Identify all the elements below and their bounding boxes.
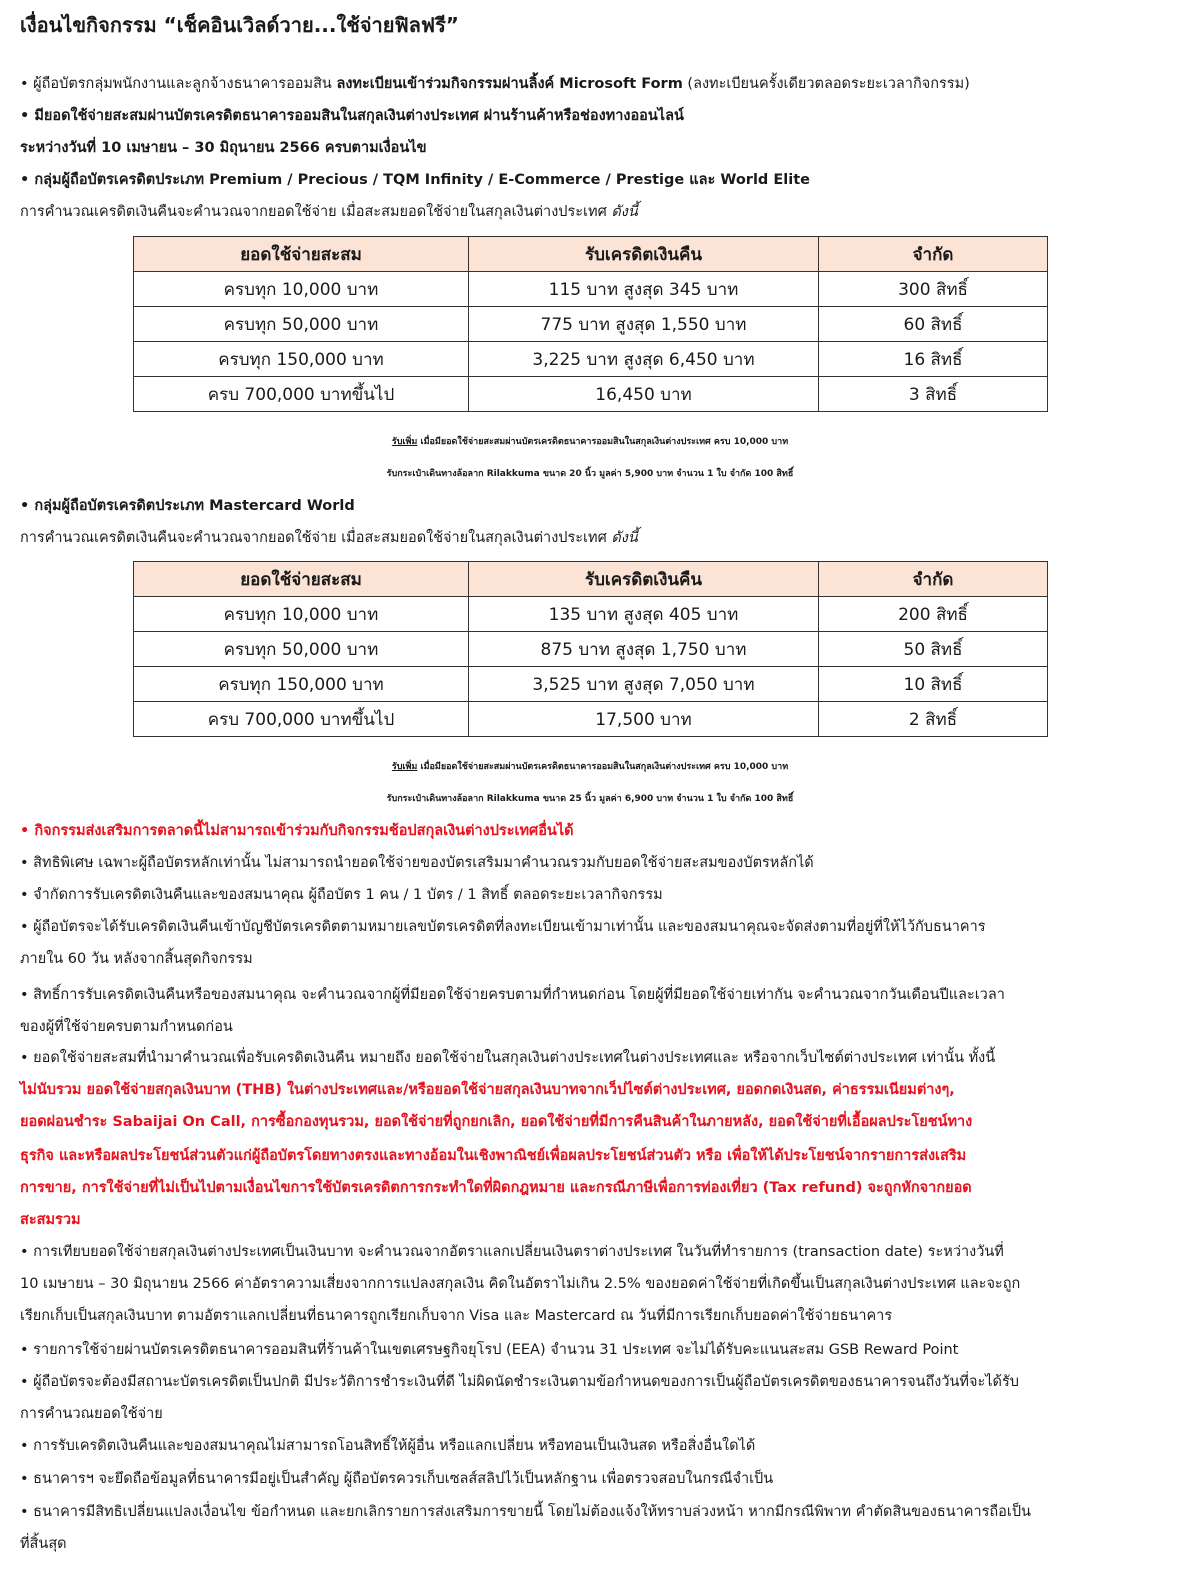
page-title: เงื่อนไขกิจกรรม “เช็คอินเวิลด์วาย...ใช้จ่ายฟิลฟรี”: [20, 13, 459, 37]
cell-limit: 2 สิทธิ์: [819, 702, 1048, 737]
term-no-combine: • กิจกรรมส่งเสริมการตลาดนี้ไม่สามารถเข้าร่วมกับกิจกรรมช้อปสกุลเงินต่างประเทศอื่นได้: [20, 823, 574, 839]
cell-spend: ครบทุก 10,000 บาท: [134, 597, 469, 632]
group2-calc-text: การคำนวณเครดิตเงินคืนจะคำนวณจากยอดใช้จ่าย เมื่อสะสมยอดใช้จ่ายในสกุลเงินต่างประเทศ: [20, 530, 612, 546]
cell-spend: ครบทุก 50,000 บาท: [134, 632, 469, 667]
header-limit: จำกัด: [819, 562, 1048, 597]
cell-cashback: 875 บาท สูงสุด 1,750 บาท: [469, 632, 819, 667]
group1-bonus-line-2: รับกระเป๋าเดินทางล้อลาก Rilakkuma ขนาด 20 นิ้ว มูลค่า 5,900 บาท จำนวน 1 ใบ จำกัด 100 สิทธิ์: [386, 469, 794, 479]
table-row: [134, 307, 1048, 342]
table-row: [134, 597, 1048, 632]
term-bank-rights-1: • ธนาคารมีสิทธิเปลี่ยนแปลงเงื่อนไข ข้อกำหนด และยกเลิกรายการส่งเสริมการขายนี้ โดยไม่ต้องแจ้งให้ทราบล่วงหน้า หากมีกรณีพิพาท คำตัดสินของธนาคารถือเป็น: [20, 1504, 1031, 1520]
table-row: [134, 342, 1048, 377]
header-cashback: รับเครดิตเงินคืน: [469, 562, 819, 597]
cell-limit: 60 สิทธิ์: [819, 307, 1048, 342]
group2-calc-italic: ดังนี้: [611, 530, 638, 546]
term-eea: • รายการใช้จ่ายผ่านบัตรเครดิตธนาคารออมสินที่ร้านค้าในเขตเศรษฐกิจยุโรป (EEA) จำนวน 31 ประเทศ จะไม่ได้รับคะแนนสะสม GSB Reward Point: [20, 1342, 959, 1358]
cell-limit: 10 สิทธิ์: [819, 667, 1048, 702]
group1-calc: [20, 202, 638, 222]
group2-cashback-table: [133, 561, 1048, 737]
cell-cashback: 3,525 บาท สูงสุด 7,050 บาท: [469, 667, 819, 702]
intro-note: (ลงทะเบียนครั้งเดียวตลอดระยะเวลากิจกรรม): [682, 76, 970, 92]
term-eligible-spend: • ยอดใช้จ่ายสะสมที่นำมาคำนวณเพื่อรับเครดิตเงินคืน หมายถึง ยอดใช้จ่ายในสกุลเงินต่างประเทศในต่างประเทศและ หรือจากเว็บไซต์ต่างประเทศ เท่านั้น ทั้งนี้: [20, 1050, 996, 1066]
table-header-row: [134, 237, 1048, 272]
cell-limit: 3 สิทธิ์: [819, 377, 1048, 412]
cell-spend: ครบทุก 150,000 บาท: [134, 667, 469, 702]
group2-bonus-line-2: รับกระเป๋าเดินทางล้อลาก Rilakkuma ขนาด 25 นิ้ว มูลค่า 6,900 บาท จำนวน 1 ใบ จำกัด 100 สิทธิ์: [386, 794, 794, 804]
bonus-label: รับเพิ่ม: [391, 762, 418, 772]
term-bank-rights-2: ที่สิ้นสุด: [20, 1536, 67, 1552]
cell-cashback: 17,500 บาท: [469, 702, 819, 737]
intro-line-2: • มียอดใช้จ่ายสะสมผ่านบัตรเครดิตธนาคารออมสินในสกุลเงินต่างประเทศ ผ่านร้านค้าหรือช่องทางออนไลน์: [20, 108, 684, 124]
term-exclusion-1: ไม่นับรวม ยอดใช้จ่ายสกุลเงินบาท (THB) ในต่างประเทศและ/หรือยอดใช้จ่ายสกุลเงินบาทจากเว็ปไซต์ต่างประเทศ, ยอดกดเงินสด, ค่าธรรมเนียมต่างๆ,: [20, 1082, 955, 1098]
term-fx-3: เรียกเก็บเป็นสกุลเงินบาท ตามอัตราแลกเปลี่ยนที่ธนาคารถูกเรียกเก็บจาก Visa และ Mastercard ณ วันที่มีการเรียกเก็บยอดค่าใช้จ่ายธนาคาร: [20, 1308, 893, 1324]
group1-heading: • กลุ่มผู้ถือบัตรเครดิตประเภท Premium / Precious / TQM Infinity / E-Commerce / Prestige และ World Elite: [20, 172, 810, 188]
header-limit: จำกัด: [819, 237, 1048, 272]
cell-cashback: 16,450 บาท: [469, 377, 819, 412]
cell-cashback: 115 บาท สูงสุด 345 บาท: [469, 272, 819, 307]
cell-cashback: 775 บาท สูงสุด 1,550 บาท: [469, 307, 819, 342]
intro-line-3: ระหว่างวันที่ 10 เมษายน – 30 มิถุนายน 2566 ครบตามเงื่อนไข: [20, 140, 427, 156]
registration-link-text: ลงทะเบียนเข้าร่วมกิจกรรมผ่านลิ้งค์ Microsoft Form: [336, 76, 683, 92]
intro-line-1: [20, 74, 970, 94]
table-row: [134, 667, 1048, 702]
term-bank-records: • ธนาคารฯ จะยึดถือข้อมูลที่ธนาคารมีอยู่เป็นสำคัญ ผู้ถือบัตรควรเก็บเซลส์สลิปไว้เป็นหลักฐาน เพื่อตรวจสอบในกรณีจำเป็น: [20, 1471, 774, 1487]
group1-bonus-line-1: [0, 432, 1180, 452]
table-header-row: [134, 562, 1048, 597]
cell-limit: 300 สิทธิ์: [819, 272, 1048, 307]
cell-cashback: 3,225 บาท สูงสุด 6,450 บาท: [469, 342, 819, 377]
term-exclusion-4: การขาย, การใช้จ่ายที่ไม่เป็นไปตามเงื่อนไขการใช้บัตรเครดิตการกระทำใดที่ผิดกฎหมาย และกรณีภาษีเพื่อการท่องเที่ยว (Tax refund) จะถูกหักจากยอด: [20, 1180, 972, 1196]
group1-calc-italic: ดังนี้: [611, 204, 638, 220]
term-priority-1: • สิทธิ์การรับเครดิตเงินคืนหรือของสมนาคุณ จะคำนวณจากผู้ที่มียอดใช้จ่ายครบตามที่กำหนดก่อน โดยผู้ที่มียอดใช้จ่ายเท่ากัน จะคำนวณจากวันเดือนปีและเวลา: [20, 987, 1005, 1003]
term-non-transferable: • การรับเครดิตเงินคืนและของสมนาคุณไม่สามารถโอนสิทธิ์ให้ผู้อื่น หรือแลกเปลี่ยน หรือทอนเป็นเงินสด หรือสิ่งอื่นใดได้: [20, 1438, 756, 1454]
group2-heading: • กลุ่มผู้ถือบัตรเครดิตประเภท Mastercard World: [20, 498, 355, 514]
group1-cashback-table: [133, 236, 1048, 412]
term-fx-2: 10 เมษายน – 30 มิถุนายน 2566 ค่าอัตราความเสี่ยงจากการแปลงสกุลเงิน คิดในอัตราไม่เกิน 2.5% ของยอดค่าใช้จ่ายที่เกิดขึ้นเป็นสกุลเงินต่างประเทศ และจะถูก: [20, 1276, 1021, 1292]
table-row: [134, 702, 1048, 737]
term-card-status-1: • ผู้ถือบัตรจะต้องมีสถานะบัตรเครดิตเป็นปกติ มีประวัติการชำระเงินที่ดี ไม่ผิดนัดชำระเงินตามข้อกำหนดของการเป็นผู้ถือบัตรเครดิตของธนาคารจนถึงวันที่จะได้รับ: [20, 1374, 1019, 1390]
intro-text: • ผู้ถือบัตรกลุ่มพนักงานและลูกจ้างธนาคารออมสิน: [20, 76, 337, 92]
header-spend: ยอดใช้จ่ายสะสม: [134, 237, 469, 272]
table-row: [134, 632, 1048, 667]
term-credit-delivery-1: • ผู้ถือบัตรจะได้รับเครดิตเงินคืนเข้าบัญชีบัตรเครดิตตามหมายเลขบัตรเครดิตที่ลงทะเบียนเข้ามาเท่านั้น และของสมนาคุณจะจัดส่งตามที่อยู่ที่ให้ไว้กับธนาคาร: [20, 919, 986, 935]
cell-limit: 200 สิทธิ์: [819, 597, 1048, 632]
cell-limit: 50 สิทธิ์: [819, 632, 1048, 667]
cell-spend: ครบทุก 50,000 บาท: [134, 307, 469, 342]
term-exclusion-5: สะสมรวม: [20, 1212, 81, 1228]
group2-calc: [20, 528, 638, 548]
term-fx-1: • การเทียบยอดใช้จ่ายสกุลเงินต่างประเทศเป็นเงินบาท จะคำนวณจากอัตราแลกเปลี่ยนเงินตราต่างประเทศ ในวันที่ทำรายการ (transaction date) ระหว่างวันที่: [20, 1244, 1004, 1260]
cell-spend: ครบทุก 150,000 บาท: [134, 342, 469, 377]
cell-spend: ครบทุก 10,000 บาท: [134, 272, 469, 307]
term-main-card-only: • สิทธิพิเศษ เฉพาะผู้ถือบัตรหลักเท่านั้น ไม่สามารถนำยอดใช้จ่ายของบัตรเสริมมาคำนวณรวมกับยอดใช้จ่ายสะสมของบัตรหลักได้: [20, 855, 814, 871]
bonus-text: เมื่อมียอดใช้จ่ายสะสมผ่านบัตรเครดิตธนาคารออมสินในสกุลเงินต่างประเทศ ครบ 10,000 บาท: [417, 762, 789, 772]
group1-calc-text: การคำนวณเครดิตเงินคืนจะคำนวณจากยอดใช้จ่าย เมื่อสะสมยอดใช้จ่ายในสกุลเงินต่างประเทศ: [20, 204, 612, 220]
cell-limit: 16 สิทธิ์: [819, 342, 1048, 377]
term-card-status-2: การคำนวณยอดใช้จ่าย: [20, 1406, 163, 1422]
cell-spend: ครบ 700,000 บาทขึ้นไป: [134, 377, 469, 412]
term-priority-2: ของผู้ที่ใช้จ่ายครบตามกำหนดก่อน: [20, 1019, 233, 1035]
cell-cashback: 135 บาท สูงสุด 405 บาท: [469, 597, 819, 632]
header-spend: ยอดใช้จ่ายสะสม: [134, 562, 469, 597]
header-cashback: รับเครดิตเงินคืน: [469, 237, 819, 272]
bonus-text: เมื่อมียอดใช้จ่ายสะสมผ่านบัตรเครดิตธนาคารออมสินในสกุลเงินต่างประเทศ ครบ 10,000 บาท: [417, 437, 789, 447]
term-exclusion-2: ยอดผ่อนชำระ Sabaijai On Call, การซื้อกองทุนรวม, ยอดใช้จ่ายที่ถูกยกเลิก, ยอดใช้จ่ายที่มีการคืนสินค้าในภายหลัง, ยอดใช้จ่ายที่เอื้อผลประโยชน์ทาง: [20, 1114, 973, 1130]
bonus-label: รับเพิ่ม: [391, 437, 418, 447]
table-row: [134, 377, 1048, 412]
cell-spend: ครบ 700,000 บาทขึ้นไป: [134, 702, 469, 737]
group2-bonus-line-1: [0, 757, 1180, 777]
table-row: [134, 272, 1048, 307]
term-limit-per-card: • จำกัดการรับเครดิตเงินคืนและของสมนาคุณ ผู้ถือบัตร 1 คน / 1 บัตร / 1 สิทธิ์ ตลอดระยะเวลากิจกรรม: [20, 887, 663, 903]
term-credit-delivery-2: ภายใน 60 วัน หลังจากสิ้นสุดกิจกรรม: [20, 951, 253, 967]
term-exclusion-3: ธุรกิจ และหรือผลประโยชน์ส่วนตัวแก่ผู้ถือบัตรโดยทางตรงและทางอ้อมในเชิงพาณิชย์เพื่อผลประโยชน์ส่วนตัว หรือ เพื่อให้ได้ประโยชน์จากรายการส่งเสริม: [20, 1148, 967, 1164]
